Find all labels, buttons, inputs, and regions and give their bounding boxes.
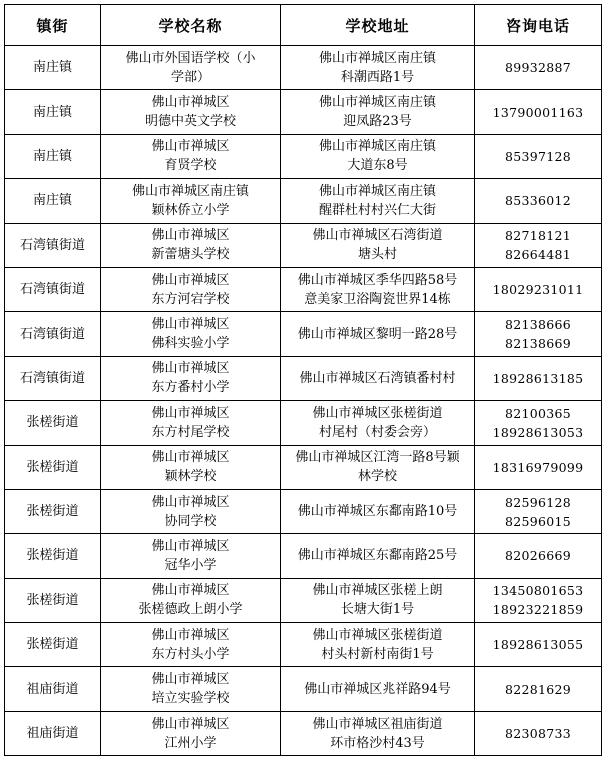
address-line: 佛山市禅城区黎明一路28号: [297, 326, 458, 342]
town-cell: 张槎街道: [5, 445, 101, 489]
school-name-cell: [101, 534, 281, 578]
town-cell: 石湾镇街道: [5, 356, 101, 400]
school-name-line: 学部）: [170, 69, 210, 85]
address-line: 佛山市禅城区张槎街道: [312, 405, 443, 421]
address-line: 佛山市禅城区东鄱南路10号: [297, 504, 458, 520]
town-cell: 南庄镇: [5, 134, 101, 178]
address-cell: [281, 46, 475, 90]
address-cell: [281, 401, 475, 445]
school-name-line: 冠华小学: [164, 557, 217, 573]
address-line: 佛山市禅城区南庄镇: [318, 95, 436, 111]
phone-number: 18923221859: [492, 602, 584, 618]
address-cell: [281, 134, 475, 178]
school-name-cell: [101, 489, 281, 533]
table-row: [5, 623, 602, 667]
address-line: 佛山市禅城区南庄镇: [318, 139, 436, 155]
phone-number: 18928613185: [492, 370, 584, 386]
phone-cell: [475, 356, 602, 400]
school-name-cell: [101, 578, 281, 622]
school-name-line: 东方村头小学: [151, 646, 230, 662]
phone-cell: [475, 312, 602, 356]
table-row: [5, 578, 602, 622]
address-cell: [281, 623, 475, 667]
school-name-cell: [101, 445, 281, 489]
address-line: 佛山市禅城区江湾一路8号颖: [295, 450, 460, 466]
table-row: [5, 534, 602, 578]
school-name-line: 佛山市禅城区: [151, 716, 230, 732]
address-line: 醒群杜村村兴仁大街: [318, 202, 436, 218]
school-name-line: 新蕾塘头学校: [151, 247, 230, 263]
phone-cell: [475, 46, 602, 90]
header-row: [5, 5, 602, 46]
phone-number: 89932887: [504, 60, 572, 76]
phone-cell: [475, 489, 602, 533]
header-school-name: 学校名称: [101, 5, 281, 46]
address-line: 佛山市禅城区季华四路58号: [297, 272, 458, 288]
address-line: 村头村新村南街1号: [321, 646, 434, 662]
school-name-line: 东方村尾学校: [151, 424, 230, 440]
town-cell: 石湾镇街道: [5, 223, 101, 267]
phone-number: 82596128: [504, 494, 572, 510]
phone-cell: [475, 623, 602, 667]
phone-number: 85336012: [504, 193, 572, 209]
table-row: [5, 134, 602, 178]
address-line: 长塘大街1号: [340, 602, 415, 618]
address-line: 佛山市禅城区张槎上朗: [312, 583, 443, 599]
school-name-cell: [101, 179, 281, 223]
address-line: 佛山市禅城区兆祥路94号: [304, 681, 451, 697]
phone-number: 18928613055: [492, 637, 584, 653]
header-town: 镇街: [5, 5, 101, 46]
town-cell: 张槎街道: [5, 623, 101, 667]
phone-cell: [475, 445, 602, 489]
phone-cell: [475, 578, 602, 622]
table-row: [5, 667, 602, 711]
phone-number: 82281629: [504, 681, 572, 697]
table-row: [5, 179, 602, 223]
phone-number: 82100365: [504, 405, 572, 421]
school-name-line: 佛山市禅城区: [151, 494, 230, 510]
school-name-line: 佛山市禅城区: [151, 450, 230, 466]
address-cell: [281, 223, 475, 267]
header-phone: 咨询电话: [475, 5, 602, 46]
address-cell: [281, 356, 475, 400]
school-name-cell: [101, 356, 281, 400]
address-line: 佛山市禅城区张槎街道: [312, 627, 443, 643]
address-line: 环市格沙村43号: [330, 735, 425, 751]
phone-number: 82308733: [504, 726, 572, 742]
school-name-line: 培立实验学校: [151, 691, 230, 707]
school-name-cell: [101, 267, 281, 311]
town-cell: 祖庙街道: [5, 667, 101, 711]
table-row: [5, 267, 602, 311]
school-name-line: 佛山市禅城区: [151, 139, 230, 155]
school-name-line: 颖林学校: [164, 469, 217, 485]
phone-number: 13450801653: [492, 583, 584, 599]
address-line: 村尾村（村委会旁）: [318, 424, 436, 440]
address-line: 林学校: [357, 469, 397, 485]
address-line: 佛山市禅城区南庄镇: [318, 50, 436, 66]
town-cell: 张槎街道: [5, 534, 101, 578]
town-cell: 张槎街道: [5, 489, 101, 533]
phone-number: 82026669: [504, 548, 572, 564]
table-row: [5, 445, 602, 489]
address-cell: [281, 667, 475, 711]
address-cell: [281, 267, 475, 311]
town-cell: 石湾镇街道: [5, 267, 101, 311]
school-name-line: 东方番村小学: [151, 380, 230, 396]
school-name-line: 佛山市禅城区: [151, 317, 230, 333]
phone-number: 82718121: [504, 228, 572, 244]
phone-number: 82138669: [504, 336, 572, 352]
school-name-cell: [101, 312, 281, 356]
phone-number: 82664481: [504, 247, 572, 263]
address-line: 迎凤路23号: [343, 114, 412, 130]
school-name-cell: [101, 623, 281, 667]
address-cell: [281, 445, 475, 489]
address-cell: [281, 312, 475, 356]
school-name-line: 佛山市禅城区: [151, 672, 230, 688]
phone-cell: [475, 90, 602, 134]
address-cell: [281, 179, 475, 223]
phone-number: 13790001163: [492, 104, 584, 120]
school-name-line: 佛山市外国语学校（小: [125, 50, 256, 66]
school-name-line: 佛山市禅城区: [151, 361, 230, 377]
phone-cell: [475, 667, 602, 711]
address-line: 大道东8号: [347, 158, 408, 174]
phone-number: 18029231011: [492, 282, 584, 298]
school-name-line: 佛山市禅城区: [151, 627, 230, 643]
school-name-cell: [101, 90, 281, 134]
school-directory-table: [4, 4, 602, 756]
school-name-line: 佛科实验小学: [151, 336, 230, 352]
phone-number: 85397128: [504, 148, 572, 164]
address-line: 意美家卫浴陶瓷世界14栋: [304, 291, 451, 307]
address-line: 佛山市禅城区石湾街道: [312, 228, 443, 244]
phone-cell: [475, 534, 602, 578]
table-row: [5, 356, 602, 400]
phone-cell: [475, 711, 602, 755]
table-row: [5, 312, 602, 356]
address-line: 佛山市禅城区石湾镇番村村: [299, 370, 456, 386]
school-name-cell: [101, 711, 281, 755]
address-line: 塘头村: [357, 247, 397, 263]
address-cell: [281, 711, 475, 755]
address-line: 科潮西路1号: [340, 69, 415, 85]
phone-number: 82596015: [504, 513, 572, 529]
table-row: [5, 90, 602, 134]
school-name-line: 佛山市禅城区南庄镇: [131, 183, 249, 199]
town-cell: 南庄镇: [5, 179, 101, 223]
phone-cell: [475, 267, 602, 311]
phone-cell: [475, 223, 602, 267]
address-cell: [281, 489, 475, 533]
town-cell: 祖庙街道: [5, 711, 101, 755]
table-body: [5, 46, 602, 756]
school-name-line: 佛山市禅城区: [151, 405, 230, 421]
table-row: [5, 711, 602, 755]
phone-cell: [475, 401, 602, 445]
school-name-line: 协同学校: [164, 513, 217, 529]
table-row: [5, 46, 602, 90]
phone-cell: [475, 134, 602, 178]
phone-number: 18928613053: [492, 424, 584, 440]
address-cell: [281, 578, 475, 622]
school-name-cell: [101, 401, 281, 445]
phone-number: 82138666: [504, 317, 572, 333]
school-name-line: 佛山市禅城区: [151, 95, 230, 111]
school-name-line: 佛山市禅城区: [151, 228, 230, 244]
school-name-line: 江州小学: [164, 735, 217, 751]
address-line: 佛山市禅城区南庄镇: [318, 183, 436, 199]
school-name-cell: [101, 223, 281, 267]
phone-number: 18316979099: [492, 459, 584, 475]
table-row: [5, 401, 602, 445]
school-name-cell: [101, 134, 281, 178]
town-cell: 南庄镇: [5, 46, 101, 90]
school-name-line: 张槎德政上朗小学: [138, 602, 243, 618]
header-address: 学校地址: [281, 5, 475, 46]
town-cell: 石湾镇街道: [5, 312, 101, 356]
school-name-line: 明德中英文学校: [144, 114, 236, 130]
town-cell: 张槎街道: [5, 578, 101, 622]
school-name-line: 佛山市禅城区: [151, 272, 230, 288]
table-row: [5, 223, 602, 267]
address-line: 佛山市禅城区东鄱南路25号: [297, 548, 458, 564]
school-name-line: 佛山市禅城区: [151, 583, 230, 599]
school-name-line: 育贤学校: [164, 158, 217, 174]
table-row: [5, 489, 602, 533]
town-cell: 南庄镇: [5, 90, 101, 134]
address-line: 佛山市禅城区祖庙街道: [312, 716, 443, 732]
school-name-cell: [101, 667, 281, 711]
address-cell: [281, 534, 475, 578]
phone-cell: [475, 179, 602, 223]
school-name-cell: [101, 46, 281, 90]
address-cell: [281, 90, 475, 134]
school-name-line: 佛山市禅城区: [151, 538, 230, 554]
school-name-line: 东方河宕学校: [151, 291, 230, 307]
school-name-line: 颖林侨立小学: [151, 202, 230, 218]
town-cell: 张槎街道: [5, 401, 101, 445]
